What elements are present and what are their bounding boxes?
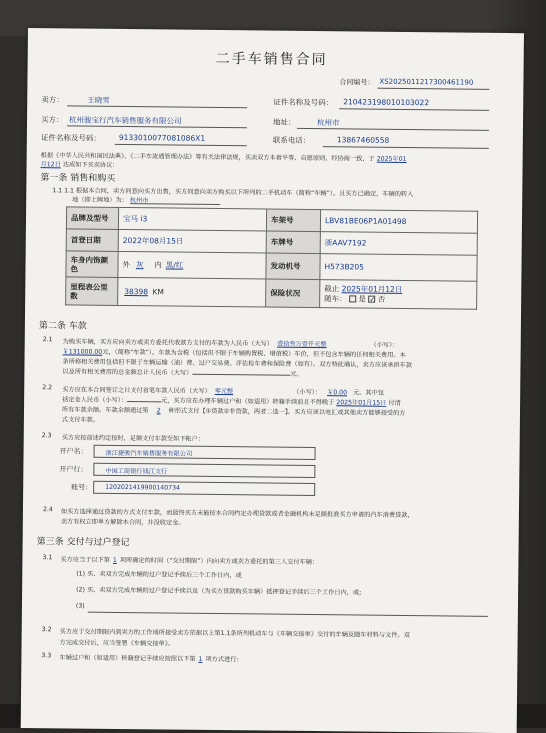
- seller-id: 210423198010103022: [343, 97, 430, 108]
- num-2-3: 2.3: [41, 432, 52, 440]
- article-3-title: 第三条 交付与过户登记: [36, 537, 130, 549]
- color-value: 外 灰 内 黑/红: [118, 251, 266, 279]
- preamble-line-2: 月12日 达成如下买卖协议：: [40, 161, 119, 169]
- brand-label: 品牌及型号: [66, 207, 118, 230]
- article-2-1-line-4: 以及所有相关费用的总金额总计人民币（大写） 元。: [62, 368, 303, 378]
- article-3-1-option-1: (1) 买、卖双方完成车辆的过户登记手续后三个工作日内，或: [76, 570, 242, 580]
- phone-label: 联系电话：: [272, 135, 311, 145]
- contract-no: XS2025011217300461190: [379, 77, 474, 87]
- buyer-name: 杭州骏宝行汽车销售服务有限公司: [68, 115, 182, 126]
- engine-label: 发动机号: [266, 253, 320, 280]
- vin-value: LBV81BE06P1A01498: [320, 210, 477, 234]
- article-2-3-title: 买方应按前述约定按时，足额支付车款至如下帐户：: [61, 434, 205, 443]
- address-label: 地址：: [272, 117, 296, 127]
- contract-paper: [21, 28, 524, 733]
- reg-date-value: 2022年08月15日: [118, 229, 266, 253]
- insurance-value: 截止 2025年01月12日 随车： 是 ✓ 否: [320, 280, 477, 310]
- seller-name: 王晓雪: [87, 95, 110, 105]
- num-3-3: 3.3: [41, 652, 52, 660]
- acct-no-label: 账号：: [71, 483, 93, 492]
- mileage-value: 38398 KM: [118, 277, 266, 307]
- engine-value: H573B205: [320, 254, 477, 282]
- article-1-1-line-2: 地（即上牌地）为： 杭州市: [72, 196, 149, 205]
- article-3-2-line-2: 方完成交付后，应当签署《车辆交接单》。: [59, 639, 175, 648]
- article-2-2-line-3: 所有车款余额。车款余额通过第 2 种形式支付【①贷款②非贷款，两者二选一】。买方应该以电汇或其他卖方能够接受的方: [61, 406, 406, 417]
- article-1-title: 第一条 销售和购买: [40, 173, 116, 184]
- article-2-4-line-1: 如买方选择通过贷款的方式支付车款，而最终买方未能按本合同约定办理贷款或者金融机构未足额批准买方申请的汽车消费贷款，: [60, 508, 414, 520]
- buyer-id-label: 证件名称及号码：: [40, 133, 101, 143]
- seller-id-label: 证件名称及号码：: [273, 97, 334, 108]
- acct-bank-label: 开户行：: [59, 465, 88, 474]
- article-2-1-line-2: ￥131000.00元，（简称“车款”）。车款为含税（包括但不限于车辆购置税、增值税）车价，但不包含车辆的任何相关费用。本: [62, 348, 406, 359]
- article-3-1-option-2: (2) 买、卖双方完成车辆的过户登记手续以及（为买方贷款购买车辆）抵押登记手续后三个工作日内，或;: [76, 586, 362, 597]
- article-2-title: 第二条 车款: [38, 321, 87, 332]
- plate-value: 浙AAV7192: [320, 232, 477, 256]
- yes-checkbox[interactable]: [349, 295, 356, 302]
- article-3-3-line: 车辆过户和（如适用）转籍登记手续应按照以下第 1 项方式进行:: [59, 654, 239, 664]
- article-2-2-line-1: 买方应在本合同签订之日支付首笔车款人民币（大写） 零元整 （小写）： ￥0.00 元。其中包: [62, 386, 385, 397]
- num-2-4: 2.4: [42, 506, 53, 514]
- mileage-label: 里程表公里数: [66, 277, 118, 306]
- num-3-1: 3.1: [42, 554, 53, 562]
- article-2-4-line-2: 卖方有权立即单方解除本合同，并没收定金。: [60, 518, 185, 527]
- buyer-id: 9133010077081086X1: [118, 132, 206, 143]
- vehicle-info-table: [65, 206, 478, 309]
- no-checkbox[interactable]: ✓: [369, 295, 376, 304]
- color-label: 车身内饰颜色: [66, 251, 118, 278]
- article-3-2-line-1: 买方应于交付期限内到卖方的工作场所接受卖方依据以上第1.1条所列机动车与《车辆交接单》交付的车辆及随车材料与文件。双: [59, 628, 410, 640]
- num-2-2: 2.2: [42, 384, 53, 392]
- acct-bank: 中国工商银行钱江支行: [105, 467, 168, 476]
- article-2-2-line-4: 式支付车款。: [61, 416, 100, 424]
- acct-holder-label: 开户名：: [59, 447, 88, 456]
- article-2-2-line-2: 括定金人民币（小写）： 元，买方应在办理车辆过户和（如适用）转籍手续前且不得晚于 2025年01月15日 付清: [62, 396, 401, 407]
- acct-holder: 浙江捷骏汽车销售服务有限公司: [105, 449, 193, 458]
- reg-date-label: 首登日期: [66, 229, 118, 252]
- article-3-1-option-3: (3): [75, 602, 85, 610]
- insurance-label: 保险状况: [266, 279, 320, 308]
- address-value: 杭州市: [316, 118, 340, 128]
- phone-value: 13867460558: [336, 135, 390, 145]
- seller-label: 卖方：: [41, 95, 64, 105]
- buyer-label: 买方：: [40, 115, 64, 125]
- contract-title: 二手车销售合同: [215, 50, 328, 69]
- article-2-1-line-1: 为购买车辆，买方应向卖方或卖方委托代收款方支付的车款为人民币（大写） 壹拾叁万壹仟元整 （小写）：: [62, 338, 399, 349]
- acct-no: 1202021419900140734: [105, 483, 181, 492]
- contract-no-label: 合同编号：: [339, 78, 375, 87]
- article-1-1-line-1: 1.1 1.1 根据本合同，卖方同意向买方出售，买方同意向卖方购买以下所列的二手机动车（简称“车辆”）。且买方已确定，车辆的转入: [52, 187, 414, 199]
- vin-label: 车架号: [266, 209, 320, 232]
- num-2-1: 2.1: [42, 336, 53, 344]
- plate-label: 车牌号: [266, 231, 320, 254]
- article-2-1-line-3: 条所称相关费用包括但不限于车辆运输（油）费、过户交易费、评估检车费和保险费（如有）。双方特此确认，卖方应该承担车款: [62, 358, 413, 370]
- preamble-line-1: 根据《中华人民共和国民法典》、《二手车流通管理办法》等有关法律法规，买卖双方本着平等、自愿原则，经协商一致，于 2025年01: [40, 152, 407, 163]
- article-3-1-line: 买方应当于以下第 1 项所确定的时间（“交付期限”）内向卖方或卖方委托的第三人交付车辆：: [60, 556, 319, 567]
- num-3-2: 3.2: [41, 626, 52, 634]
- brand-value: 宝马 i3: [118, 207, 266, 231]
